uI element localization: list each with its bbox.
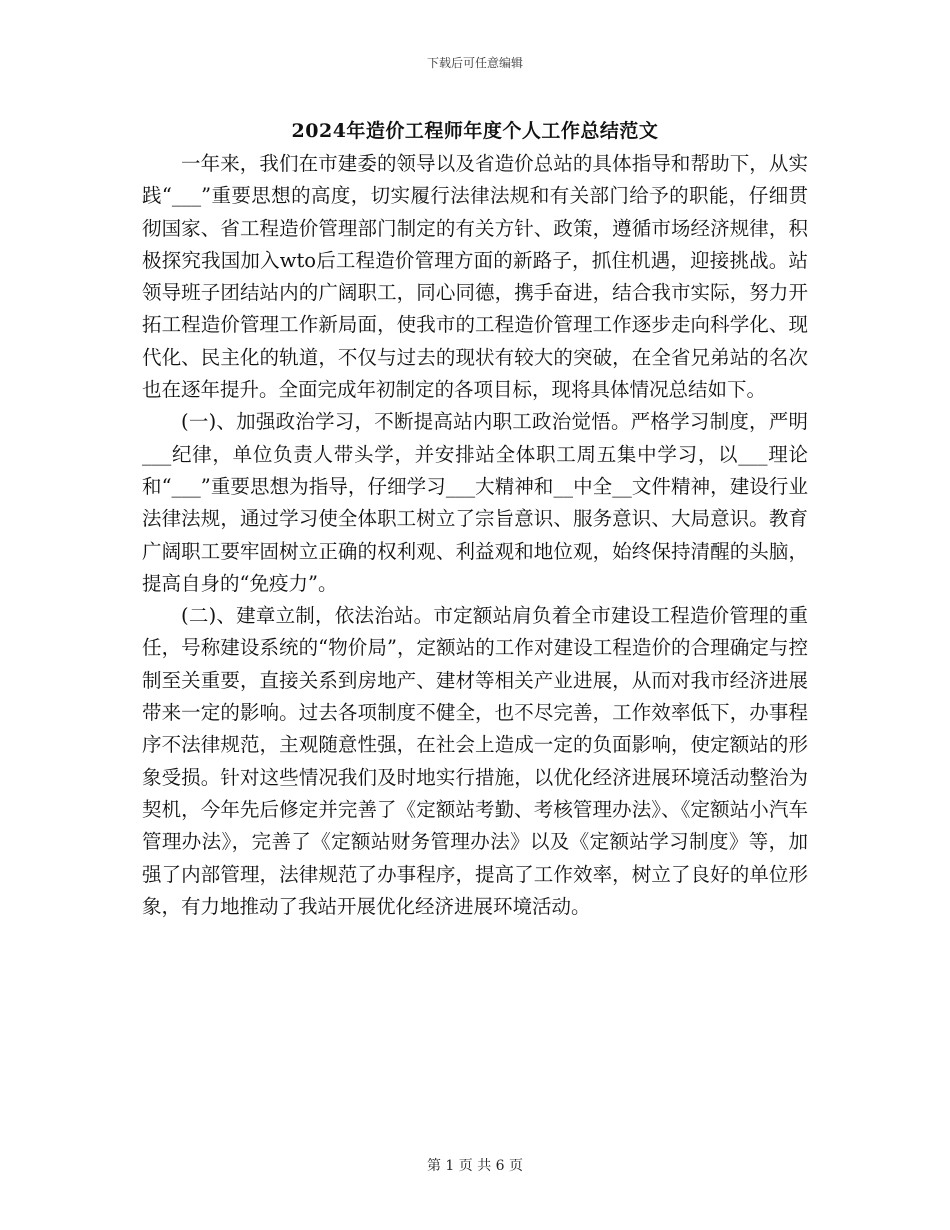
paragraph-section-2: (二)、建章立制，依法治站。市定额站肩负着全市建设工程造价管理的重任，号称建设系统的“物价局”，定额站的工作对建设工程造价的合理确定与控制至关重要，直接关系到房地产、建材等相关产业进展，从而对我市经济进展带来一定的影响。过去各项制度不健全，也不尽完善，工作效率低下，办事程序不法律规范，主观随意性强，在社会上造成一定的负面影响，使定额站的形象受损。针对这些情况我们及时地实行措施，以优化经济进展环境活动整治为契机，今年先后修定并完善了《定额站考勤、考核管理办法》、《定额站小汽车管理办法》，完善了《定额站财务管理办法》以及《定额站学习制度》等，加强了内部管理，法律规范了办事程序，提高了工作效率，树立了良好的单位形象，有力地推动了我站开展优化经济进展环境活动。 [142,604,808,918]
document-title: 2024年造价工程师年度个人工作总结范文 [291,120,659,142]
paragraph-section-1: (一)、加强政治学习，不断提高站内职工政治觉悟。严格学习制度，严明___纪律，单位负责人带头学，并安排站全体职工周五集中学习，以___理论和“___”重要思想为指导，仔细学习___大精神和__中全__文件精神，建设行业法律法规，通过学习使全体职工树立了宗旨意识、服务意识、大局意识。教育广阔职工要牢固树立正确的权利观、利益观和地位观，始终保持清醒的头脑，提高自身的“免疫力”。 [142,410,808,595]
header-note: 下载后可任意编辑 [426,56,523,70]
document-body [142,148,808,923]
page-number: 第 1 页 共 6 页 [426,1158,524,1174]
paragraph-intro: 一年来，我们在市建委的领导以及省造价总站的具体指导和帮助下，从实践“___”重要思想的高度，切实履行法律法规和有关部门给予的职能，仔细贯彻国家、省工程造价管理部门制定的有关方针、政策，遵循市场经济规律，积极探究我国加入wto后工程造价管理方面的新路子，抓住机遇，迎接挑战。站领导班子团结站内的广阔职工，同心同德，携手奋进，结合我市实际，努力开拓工程造价管理工作新局面，使我市的工程造价管理工作逐步走向科学化、现代化、民主化的轨道，不仅与过去的现状有较大的突破，在全省兄弟站的名次也在逐年提升。全面完成年初制定的各项目标，现将具体情况总结如下。 [142,152,808,402]
